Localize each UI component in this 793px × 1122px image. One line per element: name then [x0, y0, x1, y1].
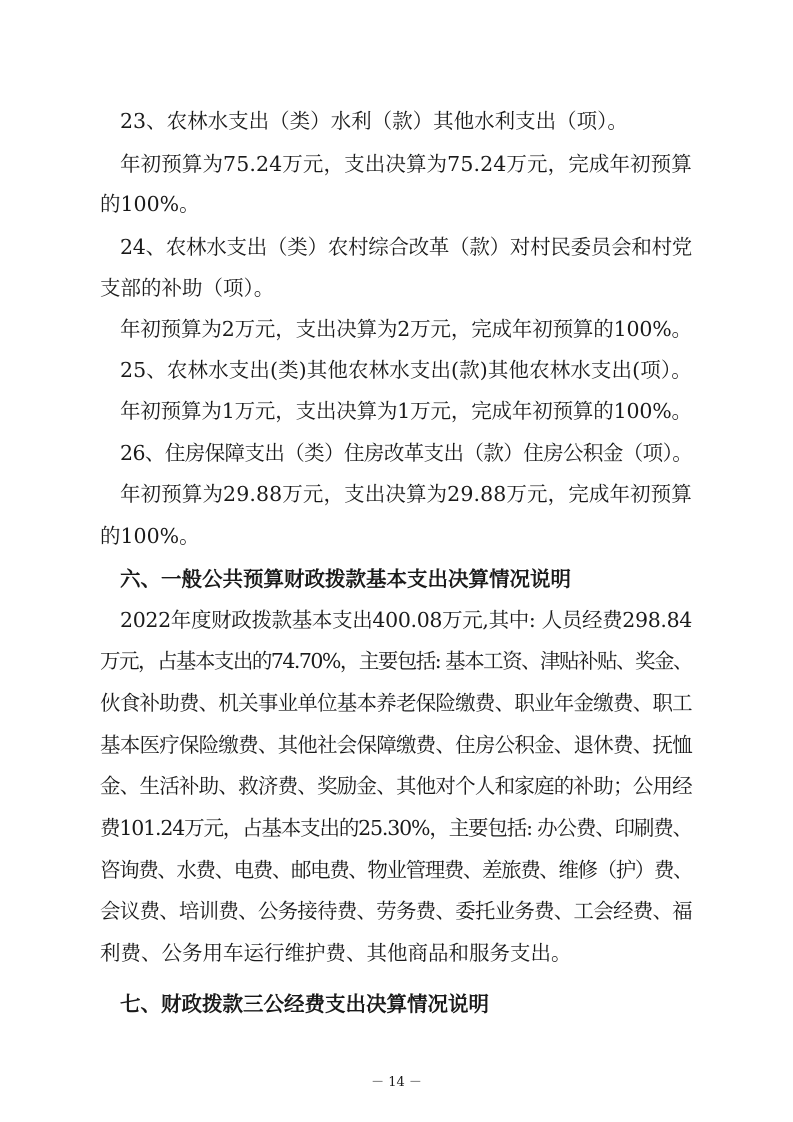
- text-line: 25、农林水支出(类)其他农林水支出(款)其他农林水支出(项）。: [120, 358, 692, 382]
- text-line: 万元，占基本支出的74.70%，主要包括: 基本工资、津贴补贴、奖金、: [100, 649, 692, 673]
- text-line: 23、农林水支出（类）水利（款）其他水利支出（项）。: [120, 109, 628, 133]
- page-number: － 14 －: [371, 1075, 422, 1090]
- text-line: 支部的补助（项）。: [100, 276, 275, 300]
- text-line: 金、生活补助、救济费、奖励金、其他对个人和家庭的补助；公用经: [100, 774, 692, 798]
- text-line: 费101.24万元，占基本支出的25.30%，主要包括: 办公费、印刷费、: [100, 816, 692, 840]
- text-line: 年初预算为2万元，支出决算为2万元，完成年初预算的100%。: [120, 317, 692, 341]
- text-line: 年初预算为1万元，支出决算为1万元，完成年初预算的100%。: [120, 399, 692, 423]
- text-line: 2022年度财政拨款基本支出400.08万元,其中: 人员经费298.84: [120, 608, 692, 632]
- text-line: 24、农林水支出（类）农村综合改革（款）对村民委员会和村党: [120, 235, 693, 259]
- text-line: 的100%。: [100, 524, 200, 548]
- text-line: 咨询费、水费、电费、邮电费、物业管理费、差旅费、维修（护）费、: [100, 858, 693, 882]
- text-line: 年初预算为29.88万元，支出决算为29.88万元，完成年初预算: [120, 482, 692, 506]
- text-line: 伙食补助费、机关事业单位基本养老保险缴费、职业年金缴费、职工: [100, 691, 692, 715]
- section-heading: 七、财政拨款三公经费支出决算情况说明: [120, 992, 489, 1016]
- text-line: 利费、公务用车运行维护费、其他商品和服务支出。: [100, 941, 572, 965]
- section-heading: 六、一般公共预算财政拨款基本支出决算情况说明: [120, 567, 571, 591]
- text-line: 26、住房保障支出（类）住房改革支出（款）住房公积金（项）。: [120, 441, 693, 465]
- text-line: 会议费、培训费、公务接待费、劳务费、委托业务费、工会经费、福: [100, 899, 692, 923]
- text-line: 的100%。: [100, 192, 200, 216]
- text-line: 基本医疗保险缴费、其他社会保障缴费、住房公积金、退休费、抚恤: [100, 733, 692, 757]
- text-line: 年初预算为75.24万元，支出决算为75.24万元，完成年初预算: [120, 152, 692, 176]
